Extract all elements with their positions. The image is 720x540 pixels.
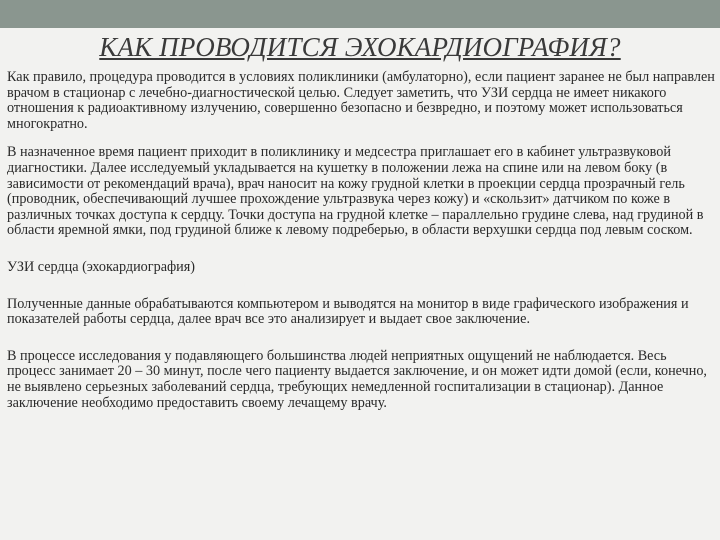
paragraph-procedure-conditions: Как правило, процедура проводится в условиях поликлиники (амбулаторно), если пациент заранее не был направлен врачом в стационар с лечебно-диагностической целью. Следует заметить, что УЗИ сердца не имеет никакого отношения к радиоактивному излучению, совершенно безопасно и безвредно, и поэтому может использоваться многократно. bbox=[7, 69, 715, 132]
paragraph-data-processing: Полученные данные обрабатываются компьютером и выводятся на монитор в виде графического изображения и показателей работы сердца, далее врач все это анализирует и выдает свое заключение. bbox=[7, 295, 689, 328]
paragraph-caption: УЗИ сердца (эхокардиография) bbox=[7, 258, 196, 275]
slide bbox=[0, 28, 720, 540]
slide-body bbox=[7, 70, 715, 411]
top-color-band bbox=[0, 0, 720, 28]
slide-title: КАК ПРОВОДИТСЯ ЭХОКАРДИОГРАФИЯ? bbox=[99, 32, 621, 62]
paragraph-procedure-steps: В назначенное время пациент приходит в поликлинику и медсестра приглашает его в кабинет ультразвуковой диагностики. Далее исследуемый укладывается на кушетку в положении лежа на спине или на левом боку (в зависимости от рекомендаций врача), врач наносит на кожу грудной клетки в проекции сердца прозрачный гель (проводник, обеспечивающий лучшее прохождение ультразвука через кожу) и «скользит» датчиком по коже в различных точках доступа к сердцу. Точки доступа на грудной клетке – параллельно грудине слева, над грудиной в области яремной ямки, под грудиной ближе к левому подреберью, в области верхушки сердца под левым соском. bbox=[7, 144, 704, 239]
paragraph-duration-conclusion: В процессе исследования у подавляющего большинства людей неприятных ощущений не наблюдается. Весь процесс занимает 20 – 30 минут, после чего пациенту выдается заключение, и он может идти домой (если, конечно, не выявлено серьезных заболеваний сердца, требующих немедленной госпитализации в стационар). Данное заключение необходимо предоставить своему лечащему врачу. bbox=[7, 347, 707, 411]
